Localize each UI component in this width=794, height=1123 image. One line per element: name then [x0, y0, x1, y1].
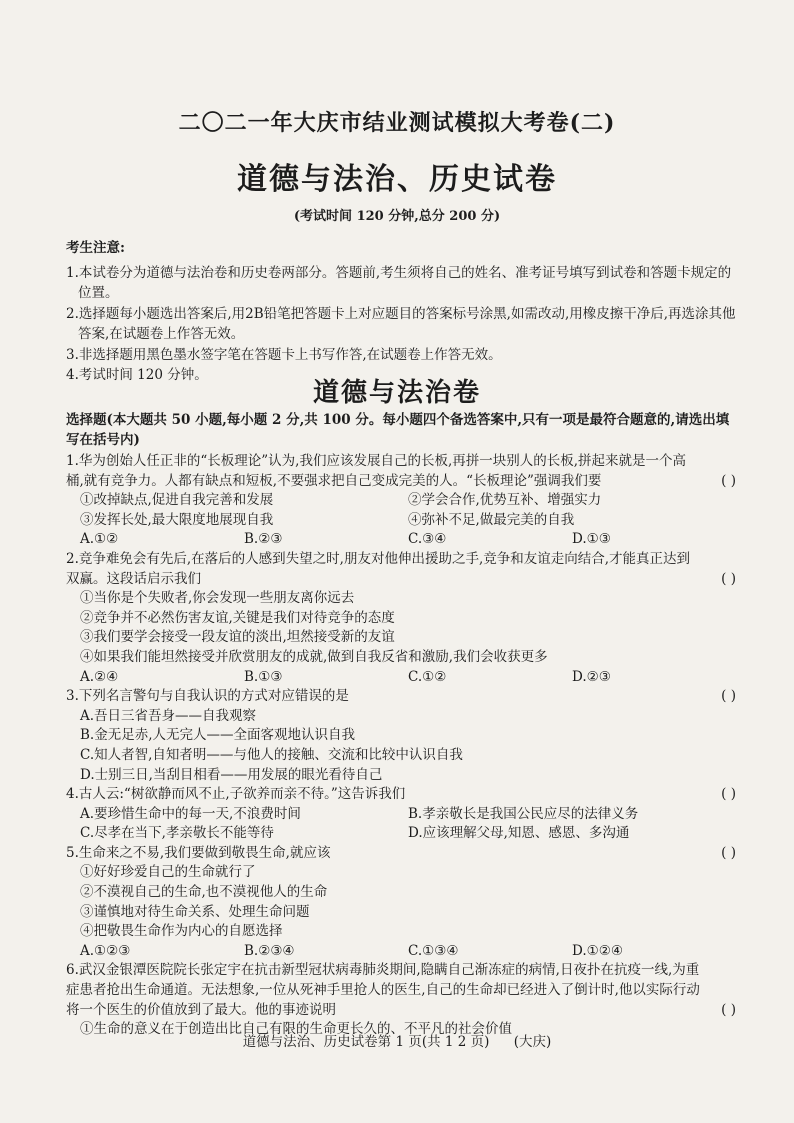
choice-option[interactable]: D.应该理解父母,知恩、感恩、多沟通	[408, 825, 630, 842]
question-text: 3.下列名言警句与自我认识的方式对应错误的是	[66, 688, 349, 705]
section-instruction: 选择题(本大题共 50 小题,每小题 2 分,共 100 分。每小题四个备选答案中,只有一项是最符合题意的,请选出填写在括号内)	[66, 412, 730, 448]
question-text: 5.生命来之不易,我们要做到敬畏生命,就应该	[66, 844, 331, 861]
statement: ①当你是个失败者,你会发现一些朋友离你远去	[80, 590, 355, 607]
question-2	[66, 550, 736, 687]
choice-row	[66, 668, 736, 688]
statement: ①生命的意义在于创造出比自己有限的生命更长久的、不平凡的社会价值	[80, 1021, 512, 1038]
choice-option[interactable]: A.吾日三省吾身——自我观察	[80, 707, 257, 724]
footer-page-info: 道德与法治、历史试卷第 1 页(共 1 2 页)	[242, 1034, 490, 1050]
question-text: 2.竞争难免会有先后,在落后的人感到失望之时,朋友对他伸出援助之手,竞争和友谊走向结合,才能真正达到双赢。这段话启示我们	[66, 550, 691, 587]
statement: ②不漠视自己的生命,也不漠视他人的生命	[80, 884, 328, 901]
statement: ②学会合作,优势互补、增强实力	[408, 492, 602, 509]
choice-option[interactable]: D.①③	[572, 531, 611, 548]
page-footer	[0, 1030, 794, 1050]
statement: ②竞争并不必然伤害友谊,关键是我们对待竞争的态度	[80, 609, 395, 626]
statement: ④如果我们能坦然接受并欣赏朋友的成就,做到自我反省和激励,我们会收获更多	[80, 648, 548, 665]
exam-series-title: 二〇二一年大庆市结业测试模拟大考卷(二)	[178, 110, 616, 136]
notice-heading: 考生注意:	[66, 240, 125, 256]
choice-option[interactable]: A.②④	[80, 668, 119, 685]
question-stem	[66, 785, 736, 805]
question-text: 4.古人云:“树欲静而风不止,子欲养而亲不待。”这告诉我们	[66, 786, 406, 803]
choice-option[interactable]: D.士别三日,当刮目相看——用发展的眼光看待自己	[80, 766, 383, 783]
choice-option[interactable]: C.尽孝在当下,孝亲敬长不能等待	[80, 825, 274, 842]
exam-subject-title: 道德与法治、历史试卷	[237, 162, 557, 197]
choice-option[interactable]: C.①②	[408, 668, 447, 685]
question-list	[66, 452, 736, 1040]
choice-option[interactable]: D.②③	[572, 668, 611, 685]
answer-parentheses[interactable]: ( )	[721, 786, 736, 803]
question-stem	[66, 687, 736, 707]
question-stem	[66, 550, 736, 589]
exam-time-note: (考试时间 120 分钟,总分 200 分)	[293, 209, 501, 224]
statement: ③谨慎地对待生命关系、处理生命问题	[80, 903, 310, 920]
choice-option[interactable]: D.①②④	[572, 942, 623, 959]
choice-option[interactable]: A.①②③	[80, 942, 131, 959]
statement: ①好好珍爱自己的生命就行了	[80, 864, 256, 881]
choice-option[interactable]: C.①③④	[408, 942, 459, 959]
statement: ④把敬畏生命作为内心的自愿选择	[80, 923, 283, 940]
answer-parentheses[interactable]: ( )	[721, 688, 736, 705]
choice-grid	[66, 805, 736, 844]
answer-parentheses[interactable]: ( )	[721, 570, 736, 587]
answer-parentheses[interactable]: ( )	[721, 472, 736, 489]
choice-row	[66, 530, 736, 550]
notice-item: 2.选择题每小题选出答案后,用2B铅笔把答题卡上对应题目的答案标号涂黑,如需改动,用橡皮擦干净后,再选涂其他答案,在试题卷上作答无效。	[66, 305, 736, 342]
question-1	[66, 452, 736, 550]
choice-row	[66, 942, 736, 962]
choice-option[interactable]: C.知人者智,自知者明——与他人的接触、交流和比较中认识自我	[80, 746, 463, 763]
statement-grid	[66, 491, 736, 530]
choice-option[interactable]: B.①③	[244, 668, 283, 685]
question-text: 1.华为创始人任正非的“长板理论”认为,我们应该发展自己的长板,再拼一块别人的长板,拼起来就是一个高桶,就有竞争力。人都有缺点和短板,不要强求把自己变成完美的人。“长板理论”强调我们要	[66, 453, 687, 489]
statement: ④弥补不足,做最完美的自我	[408, 511, 575, 528]
answer-parentheses[interactable]: ( )	[721, 1001, 736, 1018]
answer-parentheses[interactable]: ( )	[721, 844, 736, 861]
statement: ③我们要学会接受一段友谊的淡出,坦然接受新的友谊	[80, 629, 395, 646]
question-5	[66, 844, 736, 962]
statement: ①改掉缺点,促进自我完善和发展	[80, 492, 274, 509]
question-4	[66, 785, 736, 844]
notice-item: 1.本试卷分为道德与法治卷和历史卷两部分。答题前,考生须将自己的姓名、准考证号填写到试卷和答题卡规定的位置。	[66, 264, 732, 301]
section-title: 道德与法治卷	[312, 378, 481, 408]
question-stem	[66, 961, 736, 1020]
notice-item: 4.考试时间 120 分钟。	[66, 367, 208, 383]
question-stem	[66, 452, 736, 491]
choice-option[interactable]: C.③④	[408, 531, 447, 548]
statement: ③发挥长处,最大限度地展现自我	[80, 511, 274, 528]
question-stem	[66, 844, 736, 864]
choice-option[interactable]: A.①②	[80, 531, 119, 548]
notice-item: 3.非选择题用黑色墨水签字笔在答题卡上书写作答,在试题卷上作答无效。	[66, 346, 502, 363]
candidate-notice	[66, 238, 736, 386]
choice-option[interactable]: B.②③④	[244, 942, 295, 959]
choice-option[interactable]: B.孝亲敬长是我国公民应尽的法律义务	[408, 805, 639, 822]
choice-option[interactable]: B.②③	[244, 531, 283, 548]
choice-option[interactable]: B.金无足赤,人无完人——全面客观地认识自我	[80, 727, 356, 744]
choice-option[interactable]: A.要珍惜生命中的每一天,不浪费时间	[80, 805, 301, 822]
question-text: 6.武汉金银潭医院院长张定宇在抗击新型冠状病毒肺炎期间,隐瞒自己渐冻症的病情,日夜扑在抗疫一线,为重症患者抢出生命通道。无法想象,一位从死神手里抢人的医生,自己的生命却已经进入了倒计时,他以实际行动将一个医生的价值放到了最大。他的事迹说明	[66, 962, 700, 1018]
question-3	[66, 687, 736, 785]
footer-region: (大庆)	[513, 1034, 552, 1050]
question-6	[66, 961, 736, 1039]
